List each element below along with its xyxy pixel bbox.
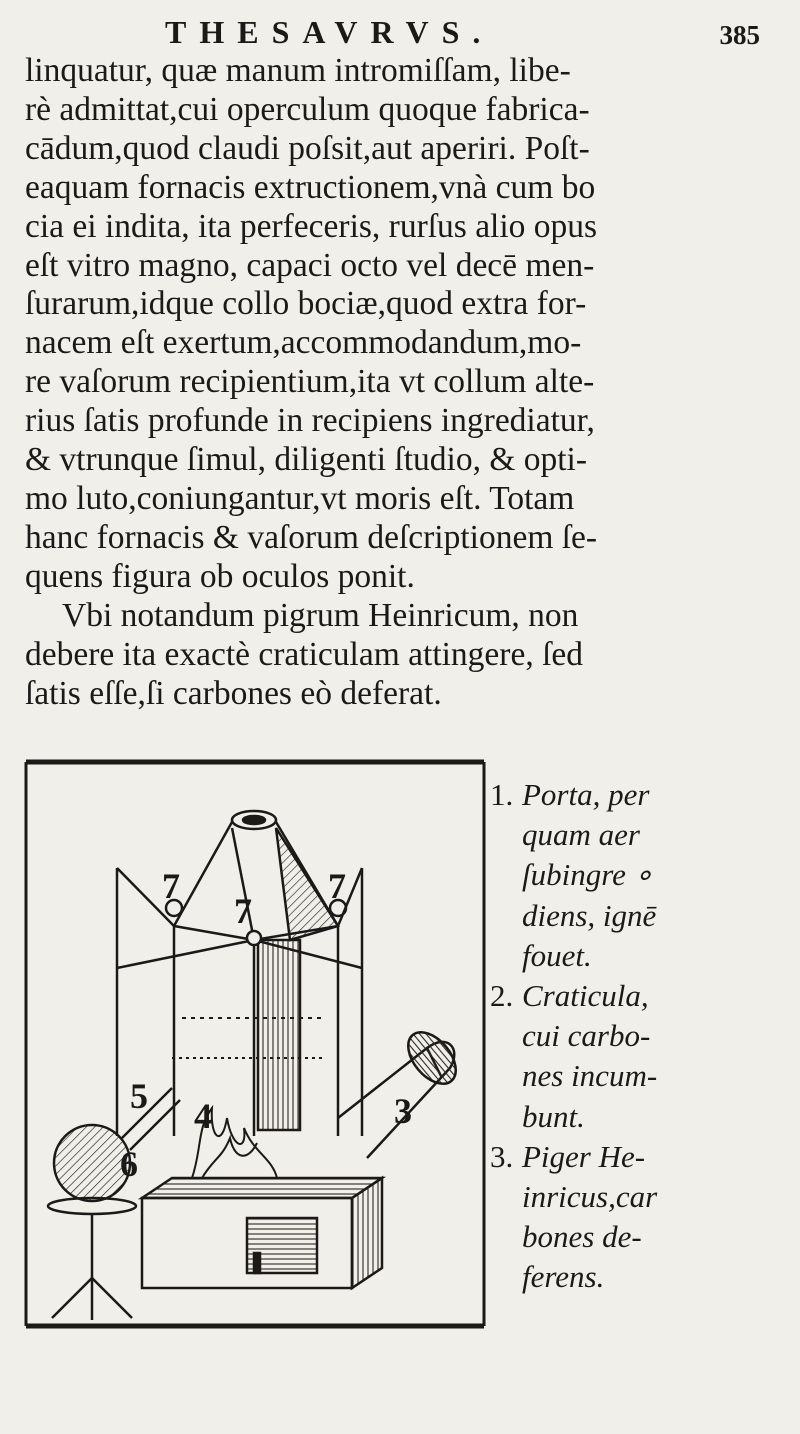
legend-text: ferens. (522, 1259, 605, 1295)
legend-text: diens, ignē (522, 897, 657, 933)
legend-text: inricus,car (522, 1179, 658, 1215)
legend-item-3 (490, 1137, 790, 1298)
text-line: ſurarum,idque collo bociæ,quod extra for- (25, 285, 587, 323)
furnace-illustration (22, 758, 487, 1333)
figure-label: 7 (234, 891, 252, 931)
figure-legend (490, 775, 790, 1298)
text-line: Vbi notandum pigrum Heinricum, non (62, 596, 579, 634)
legend-text: nes incum- (522, 1058, 658, 1094)
text-line: quens figura ob oculos ponit. (25, 557, 415, 595)
text-line: re vaſorum recipientium,ita vt collum alte- (25, 363, 595, 401)
figure-label: 4 (194, 1096, 212, 1136)
legend-text: bones de- (522, 1219, 642, 1255)
legend-item-1 (490, 775, 790, 976)
text-line: nacem eſt exertum,accommodandum,mo- (25, 324, 582, 362)
text-line: eaquam fornacis extructionem,vnà cum bo (25, 168, 596, 206)
page-header (165, 14, 778, 54)
text-line: eſt vitro magno, capaci octo vel decē men- (25, 246, 595, 284)
text-line: & vtrunque ſimul, diligenti ſtudio, & opti- (25, 441, 588, 479)
paragraph-1 (25, 52, 785, 597)
figure-label: 7 (162, 866, 180, 906)
text-line: hanc fornacis & vaſorum deſcriptionem ſe- (25, 518, 598, 556)
legend-number: 3. (490, 1138, 514, 1174)
legend-text: ſubingre ∘ (522, 857, 654, 893)
text-line: mo luto,coniungantur,vt moris eſt. Totam (25, 479, 575, 517)
legend-item-2 (490, 976, 790, 1137)
text-line: cādum,quod claudi poſsit,aut aperiri. Poſt- (25, 129, 590, 167)
legend-text: cui carbo- (522, 1018, 651, 1054)
text-line: debere ita exactè craticulam attingere, ſed (25, 635, 584, 673)
furnace-base (142, 1178, 382, 1288)
legend-number: 2. (490, 978, 514, 1014)
running-title: THESAVRVS. (165, 14, 494, 50)
paragraph-2 (25, 597, 785, 714)
page-number: 385 (719, 20, 760, 50)
legend-text: Porta, per (522, 777, 650, 812)
furnace-tower (117, 811, 362, 1136)
retort-flask (48, 1088, 180, 1320)
text-line: ſatis eſſe,ſi carbones eò deferat. (25, 674, 442, 712)
text-line: cia ei indita, ita perfeceris, rurſus alio opus (25, 207, 598, 245)
text-line: rè admittat,cui operculum quoque fabrica- (25, 90, 590, 128)
figure-label: 7 (328, 866, 346, 906)
legend-text: quam aer (522, 817, 640, 853)
legend-number: 1. (490, 777, 514, 812)
figure-label: 6 (120, 1144, 138, 1184)
body-text (25, 52, 785, 713)
legend-text: Piger He- (522, 1138, 646, 1174)
legend-text: bunt. (522, 1098, 585, 1134)
legend-text: Craticula, (522, 978, 649, 1014)
figure-label: 5 (130, 1076, 148, 1116)
text-line: linquatur, quæ manum intromiſſam, libe- (25, 52, 571, 89)
furnace-woodcut-figure (22, 758, 487, 1333)
legend-text: fouet. (522, 937, 592, 973)
text-line: rius ſatis profunde in recipiens ingrediatur, (25, 402, 595, 440)
figure-label: 3 (394, 1091, 412, 1131)
